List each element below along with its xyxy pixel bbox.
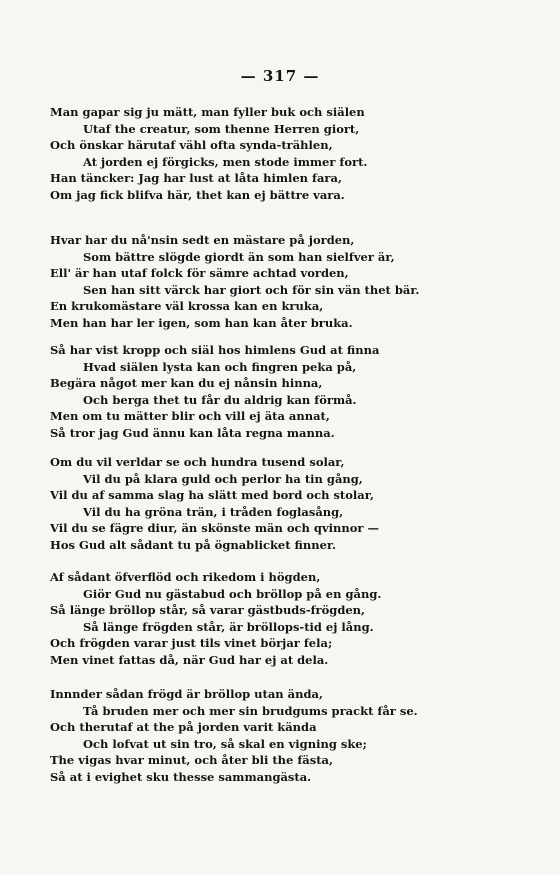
poem-line: Hos Gud alt sådant tu på ögnablicket finner. [50,537,336,552]
poem-line: Begära något mer kan du ej nånsin hinna, [50,376,323,391]
stanza [50,569,550,669]
page-number: — 317 — [240,67,320,85]
stanza [50,686,550,786]
poem-line: Vil du på klara guld och perlor ha tin gång, [83,471,363,486]
poem-line: Och therutaf at the på jorden varit kända [50,720,317,735]
poem-line: Utaf the creatur, som thenne Herren giort, [83,121,360,136]
poem-line: Som bättre slögde giordt än som han sielfver är, [83,249,395,264]
stanza [50,454,550,554]
poem-line: Innnder sådan frögd är bröllop utan ända, [50,687,323,701]
poem-line: Men om tu mätter blir och vill ej äta annat, [50,409,330,424]
poem-line: Och berga thet tu får du aldrig kan förmå. [83,392,357,407]
poem-line: Hvad siälen lysta kan och fingren peka på, [83,359,357,374]
poem-line: Och frögden varar just tils vinet börjar fela; [50,636,333,651]
poem-line: Vil du se fägre diur, än skönste män och qvinnor — [50,521,379,536]
stanza [50,232,550,332]
poem-line: Af sådant öfverflöd och rikedom i högden, [50,570,321,584]
poem-line: Så länge bröllop står, så varar gästbuds-frögden, [50,603,366,618]
poem-line: Vil du ha gröna trän, i tråden foglasång, [83,504,344,519]
poem-line: Och önskar härutaf vähl ofta synda-trählen, [50,138,333,153]
poem-line: En krukomästare väl krossa kan en kruka, [50,299,324,314]
poem-line: Giör Gud nu gästabud och bröllop på en gång. [83,586,382,601]
poem-line: Så har vist kropp och siäl hos himlens Gud at finna [50,343,380,357]
stanza [50,104,550,204]
poem-line: Så at i evighet sku thesse sammangästa. [50,769,312,784]
poem-line: Han täncker: Jag har lust at låta himlen fara, [50,171,342,186]
poem-line: Så tror jag Gud ännu kan låta regna manna. [50,425,335,440]
poem-line: Sen han sitt värck har giort och för sin vän thet bär. [83,282,420,297]
poem-line: At jorden ej förgicks, men stode immer fort. [83,154,368,169]
poem-line: Om du vil verldar se och hundra tusend solar, [50,455,345,469]
poem-line: Tå bruden mer och mer sin brudgums prackt får se. [83,703,418,718]
poem-line: Men han har ler igen, som han kan åter bruka. [50,315,353,330]
stanza [50,342,550,442]
poem-line: Men vinet fattas då, när Gud har ej at dela. [50,652,329,667]
poem-line: Vil du af samma slag ha slätt med bord och stolar, [50,488,374,503]
poem-line: Hvar har du nå'nsin sedt en mästare på jorden, [50,233,355,247]
poem-line: Man gapar sig ju mätt, man fyller buk och siälen [50,105,365,119]
poem-line: Om jag fick blifva här, thet kan ej bättre vara. [50,187,345,202]
poem-line: The vigas hvar minut, och åter bli the fästa, [50,753,333,768]
poem-line: Och lofvat ut sin tro, så skal en vigning ske; [83,736,367,751]
poem-line: Ell' är han utaf folck för sämre achtad vorden, [50,266,349,281]
poem-line: Så länge frögden står, är bröllops-tid ej lång. [83,619,374,634]
